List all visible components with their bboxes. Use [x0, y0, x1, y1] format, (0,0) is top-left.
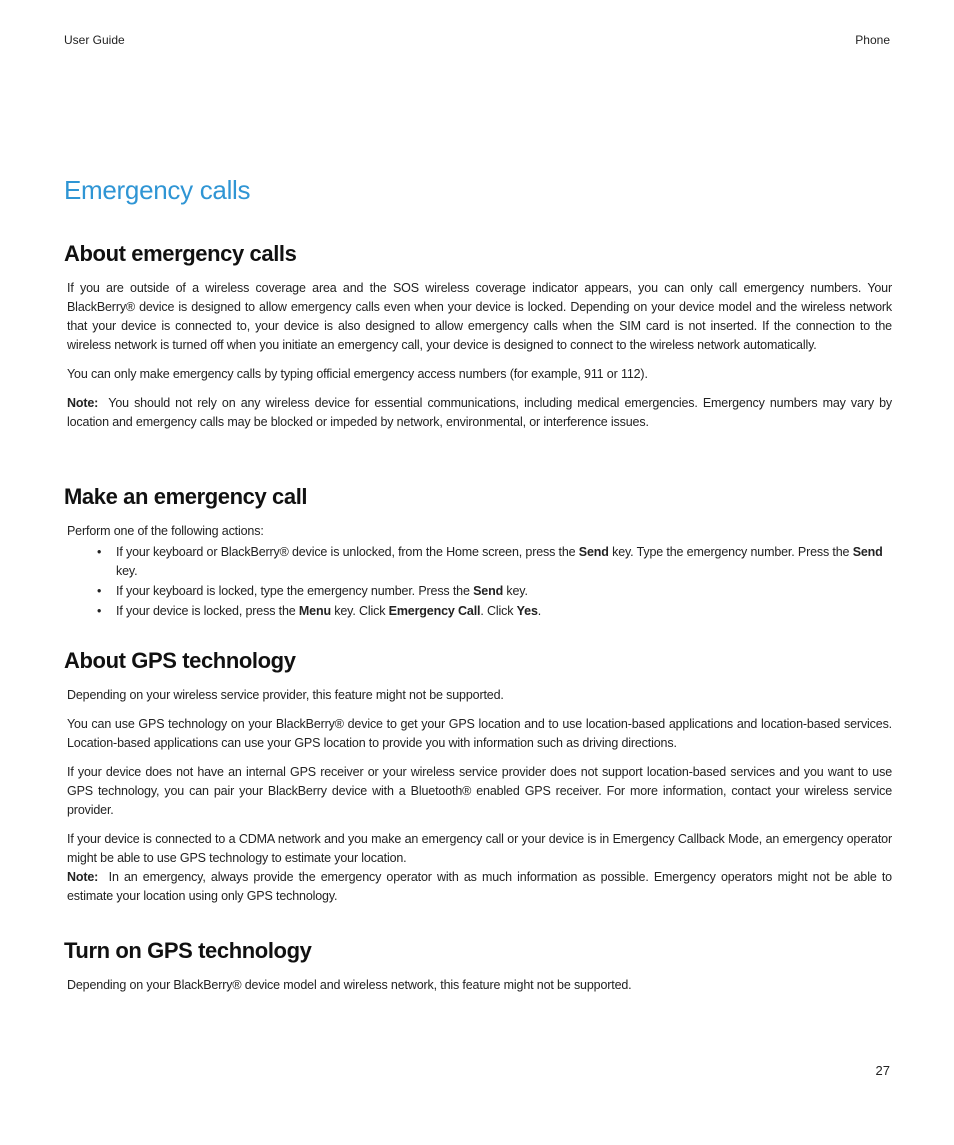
intro-text: Perform one of the following actions:	[67, 524, 264, 538]
list-item: • If your keyboard is locked, type the emergency number. Press the Send key.	[64, 582, 892, 601]
section-turn-on-gps	[64, 938, 892, 1005]
bullet-icon: •	[97, 584, 102, 598]
running-header-left: User Guide	[64, 33, 125, 47]
note	[67, 394, 892, 432]
chapter-title: Emergency calls	[64, 175, 251, 205]
section-heading: Make an emergency call	[64, 484, 308, 509]
note-text: You should not rely on any wireless device for essential communications, including medical emergencies. Emergency numbers may vary by location and emergency calls may be blocked or impeded by network, environmental, or interference issues.	[67, 396, 892, 429]
list-item: • If your keyboard or BlackBerry® device is unlocked, from the Home screen, press the Send key. Type the emergency number. Press the Send key.	[97, 545, 883, 578]
paragraph: If you are outside of a wireless coverage area and the SOS wireless coverage indicator appears, you can only call emergency numbers. Your BlackBerry® device is designed to allow emergency calls even when your device is locked. Depending on your device model and the wireless network that your device is connected to, your device is also designed to allow emergency calls when the SIM card is not inserted. If the connection to the wireless network is turned off when you initiate an emergency call, your device is designed to connect to the wireless network automatically.	[67, 281, 892, 352]
section-heading: About GPS technology	[64, 648, 296, 673]
list-item: • If your device is locked, press the Menu key. Click Emergency Call. Click Yes.	[64, 602, 892, 621]
paragraph: If your device does not have an internal GPS receiver or your wireless service provider does not support location-based services and you want to use GPS technology, you can pair your BlackBerry device with a Bluetooth® enabled GPS receiver. For more information, contact your wireless service provider.	[67, 765, 892, 817]
paragraph: Depending on your wireless service provider, this feature might not be supported.	[67, 688, 504, 702]
section-about-emergency-calls	[64, 241, 892, 442]
note-label: Note:	[67, 396, 99, 410]
note-label: Note:	[67, 870, 99, 884]
section-heading: About emergency calls	[64, 241, 297, 266]
action-list	[64, 543, 892, 621]
paragraph: You can only make emergency calls by typing official emergency access numbers (for example, 911 or 112).	[67, 367, 648, 381]
section-about-gps	[64, 648, 892, 916]
paragraph: You can use GPS technology on your BlackBerry® device to get your GPS location and to use location-based applications and location-based services. Location-based applications can use your GPS location to provide you with information such as driving directions.	[67, 717, 892, 750]
page-number: 27	[875, 1063, 890, 1078]
paragraph: Depending on your BlackBerry® device model and wireless network, this feature might not be supported.	[67, 978, 632, 992]
bullet-icon: •	[97, 545, 102, 559]
running-header-right: Phone	[855, 33, 890, 47]
paragraph: If your device is connected to a CDMA network and you make an emergency call or your device is in Emergency Callback Mode, an emergency operator might be able to use GPS technology to estimate your location.	[67, 832, 892, 865]
section-heading: Turn on GPS technology	[64, 938, 312, 963]
section-make-emergency-call	[64, 484, 892, 622]
note	[67, 868, 892, 906]
bullet-icon: •	[97, 604, 102, 618]
note-text: In an emergency, always provide the emergency operator with as much information as possible. Emergency operators might not be able to estimate your location using only GPS technology.	[67, 870, 892, 903]
